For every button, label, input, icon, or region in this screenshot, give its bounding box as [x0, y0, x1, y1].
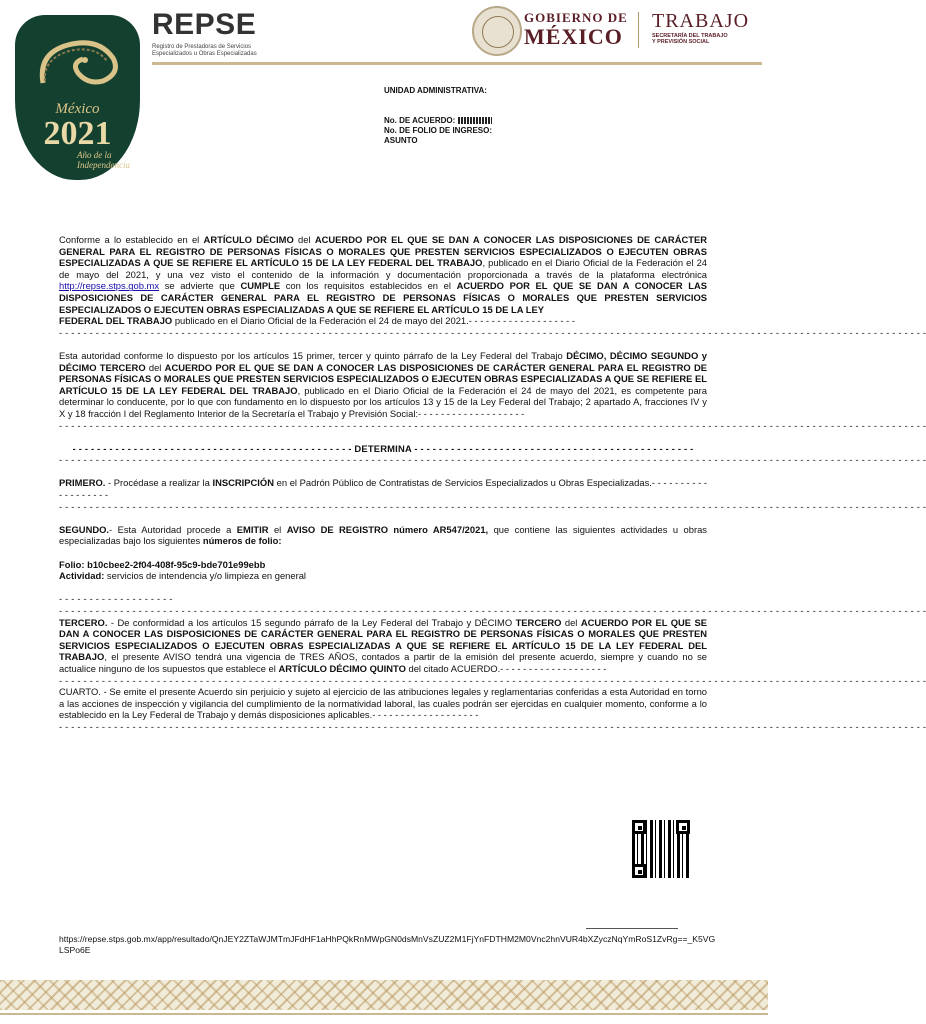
national-seal-icon: [472, 6, 522, 56]
tercero-b2: TERCERO: [515, 616, 562, 628]
actividad-label: Actividad:: [59, 570, 105, 582]
dash-separator: - - - - - - - - - - - - - - - - - - - - - - - - - - - - - - - - - - - - - - - - - - - - - - - - - - - - - - - - - - - - - - - - - - - - - - - - - - - - - - - - - - - - - - - - - - - - - - - - - - - - - - - - - - - - - - - - - - - - - - - - - - - - - - - - - - - - - - - - - - - - - -: [59, 326, 926, 338]
repse-sub1: Registro de Prestadoras de Servicios: [152, 44, 252, 50]
segundo-b2: EMITIR: [236, 523, 269, 535]
p2-t3: , publicado en el Diario Oficial de la Federación el 24 de mayo del 2021, es competente para determinar lo conducente, por lo que con fundamento en lo dispuesto por los artículos 13 y 15 de la Ley Federal del Trabajo; 2 apartado A, fracciones IV y X y 18 fracción I del Reglamento Interior de la Secretaría el Trabajo y Previsión Social:- - - - - - - - - - - - - - - - - - -: [59, 384, 708, 419]
p1-t5: con los requisitos establecidos en el: [280, 280, 457, 292]
actividad-value: servicios de intendencia y/o limpieza en general: [104, 570, 307, 582]
actividad-line: [59, 570, 707, 582]
paragraph-tercero: [59, 617, 707, 675]
dash-separator: - - - - - - - - - - - - - - - - - - - - - - - - - - - - - - - - - - - - - - - - - - - - - - - - - - - - - - - - - - - - - - - - - - - - - - - - - - - - - - - - - - - - - - - - - - - - - - - - - - - - - - - - - - - - - - - - - - - - - - - - - - - - - - - - - - - - - - - - - - - - - -: [59, 605, 926, 616]
paragraph-autoridad: [59, 350, 707, 420]
qr-finder: [632, 864, 646, 878]
short-dash: - - - - - - - - - - - - - - - - - - -: [59, 593, 173, 605]
gob-line2: MÉXICO: [524, 24, 623, 49]
trabajo-title: TRABAJO: [652, 10, 750, 32]
footer-rule: [0, 1013, 768, 1015]
logo-divider: [638, 12, 639, 48]
segundo-t2: el: [268, 523, 287, 535]
acuerdo-code-glyph: [458, 117, 492, 124]
p1-t3: , publicado en el Diario Oficial de la Federación el 24 de mayo del 2021, y una vez visto el contenido de la información y documentación proporcionada a través de la plataforma electrónica: [59, 257, 707, 280]
tercero-b1: TERCERO.: [59, 616, 108, 628]
acuerdo-label: No. DE ACUERDO:: [384, 116, 456, 125]
p1-t4: se advierte que: [159, 280, 241, 292]
p1-b1: ARTÍCULO DÉCIMO: [203, 234, 294, 245]
qr-finder: [632, 820, 646, 834]
tercero-t3: , el presente AVISO tendrá una vigencia de TRES AÑOS, contados a partir de la emisión del presente acuerdo, siempre y cuando no se actualice ninguno de los supuestos que establece el: [59, 651, 707, 674]
segundo-t1: - Esta Autoridad procede a: [109, 523, 237, 535]
trabajo-wordmark: [652, 10, 749, 45]
p2-t2: del: [145, 361, 165, 373]
footer-pattern-band: [0, 980, 768, 1010]
tercero-t4: del citado ACUERDO.- - - - - - - - - - - - - - - - - - -: [405, 662, 607, 674]
trabajo-sub1: SECRETARÍA DEL TRABAJO: [652, 33, 728, 39]
p1-b5: FEDERAL DEL TRABAJO: [59, 315, 173, 327]
emblem-text-independencia: [77, 150, 130, 170]
tercero-b3: ACUERDO POR EL QUE SE DAN A CONOCER LAS DISPOSICIONES DE CARÁCTER GENERAL PARA EL REGISTRO DE PERSONAS FÍSICAS O MORALES QUE PRESTEN SERVICIOS ESPECIALIZADOS O EJECUTEN OBRAS ESPECIALIZADAS A QUE SE REFIERE EL ARTÍCULO 15 DE LA LEY FEDERAL DEL TRABAJO: [59, 616, 707, 663]
repse-subtitle: [152, 44, 262, 58]
paragraph-primero: [59, 477, 707, 500]
emblem-text-year: 2021: [43, 115, 112, 152]
p1-t6: publicado en el Diario Oficial de la Federación el 24 de mayo del 2021.- - - - - - - - - - - - - - - - - - -: [172, 315, 575, 327]
segundo-b3: AVISO DE REGISTRO número AR547/2021,: [286, 523, 489, 535]
dash-separator: - - - - - - - - - - - - - - - - - - - - - - - - - - - - - - - - - - - - - - - - - - - - - - - - - - - - - - - - - - - - - - - - - - - - - - - - - - - - - - - - - - - - - - - - - - - - - - - - - - - - - - - - - - - - - - - - - - - - - - - - - - - - - - - - - - - - - - - - - - - - - -: [59, 419, 926, 431]
p2-b2: ACUERDO POR EL QUE SE DAN A CONOCER LAS DISPOSICIONES DE CARÁCTER GENERAL PARA EL REGISTRO DE PERSONAS FÍSICAS O MORALES QUE PRESTEN SERVICIOS ESPECIALIZADOS O EJECUTEN OBRAS ESPECIALIZADAS A QUE SE REFIERE EL ARTÍCULO 15 DE LA LEY FEDERAL DEL TRABAJO: [59, 361, 707, 396]
tercero-t1: - De conformidad a los artículos 15 segundo párrafo de la Ley Federal del Trabajo y DÉCIMO: [107, 616, 516, 628]
document-body: [59, 234, 926, 733]
trabajo-sub2: Y PREVISIÓN SOCIAL: [652, 39, 710, 45]
qr-finder: [676, 820, 690, 834]
repse-sub2: Especializados u Obras Especializadas: [152, 51, 257, 57]
p1-t2: del: [293, 234, 315, 245]
tercero-b4: ARTÍCULO DÉCIMO QUINTO: [278, 662, 406, 674]
p1-t1: Conforme a lo establecido en el: [59, 234, 204, 245]
paragraph-cuarto: CUARTO. - Se emite el presente Acuerdo sin perjuicio y sujeto al ejercicio de las atribuciones legales y reglamentarias conferidas a esta Autoridad en torno a las acciones de inspección y vigilancia del cumplimiento de la normatividad laboral, las cuales podrán ser ejercidas en cualquier momento, conforme a lo establecido en la Ley Federal de Trabajo y demás disposiciones aplicables.- - - - - - - - - - - - - - - - - - -: [59, 686, 707, 721]
primero-t2: en el Padrón Público de Contratistas de Servicios Especializados u Obras Especializadas.- - - - - - - - - - - - - - - - - - -: [59, 477, 707, 501]
folio-label: No. DE FOLIO DE INGRESO:: [384, 126, 493, 135]
paragraph-segundo: [59, 524, 707, 547]
tercero-t2: del: [561, 616, 581, 628]
emblem-text-mexico: México: [55, 101, 100, 117]
document-meta: [384, 86, 492, 146]
qr-code: [632, 820, 690, 878]
paragraph-conforme: [59, 234, 707, 315]
gobierno-de-mexico-wordmark: [524, 10, 628, 48]
segundo-b4: números de folio:: [202, 535, 282, 547]
dash-separator: - - - - - - - - - - - - - - - - - - - - - - - - - - - - - - - - - - - - - - - - - - - - - - - - - - - - - - - - - - - - - - - - - - - - - - - - - - - - - - - - - - - - - - - - - - - - - - - - - - - - - - - - - - - - - - - - - - - - - - - - - - - - - - - - - - - - - - - - - - - - - -: [59, 500, 926, 512]
segundo-b1: SEGUNDO.: [59, 523, 110, 535]
gob-line1: GOBIERNO DE: [524, 10, 628, 25]
paragraph-conforme-end: [59, 315, 707, 327]
p1-b4: ACUERDO POR EL QUE SE DAN A CONOCER LAS DISPOSICIONES DE CARÁCTER GENERAL PARA EL REGISTRO DE PERSONAS FÍSICAS O MORALES QUE PRESTEN SERVICIOS ESPECIALIZADOS O EJECUTEN OBRAS ESPECIALIZADAS A QUE SE REFIERE EL ARTÍCULO 15 DE LA LEY: [59, 280, 707, 315]
signature-line: [586, 928, 678, 929]
primero-t1: - Procédase a realizar la: [105, 477, 213, 489]
primero-b1: PRIMERO.: [59, 477, 106, 489]
p1-b2: ACUERDO POR EL QUE SE DAN A CONOCER LAS DISPOSICIONES DE CARÁCTER GENERAL PARA EL REGISTRO DE PERSONAS FÍSICAS O MORALES QUE PRESTEN SERVICIOS ESPECIALIZADOS O EJECUTEN OBRAS ESPECIALIZADAS A QUE SE REFIERE EL ARTÍCULO 15 DE LA LEY FEDERAL DEL TRABAJO: [59, 234, 707, 269]
repse-logo: [152, 8, 262, 58]
dash-separator: - - - - - - - - - - - - - - - - - - - - - - - - - - - - - - - - - - - - - - - - - - - - - - - - - - - - - - - - - - - - - - - - - - - - - - - - - - - - - - - - - - - - - - - - - - - - - - - - - - - - - - - - - - - - - - - - - - - - - - - - - - - - - - - - - - - - - - - - - - - - - -: [59, 674, 926, 686]
serpent-icon: [33, 33, 123, 95]
dash-separator: - - - - - - - - - - - - - - - - - - - - - - - - - - - - - - - - - - - - - - - - - - - - - - - - - - - - - - - - - - - - - - - - - - - - - - - - - - - - - - - - - - - - - - - - - - - - - - - - - - - - - - - - - - - - - - - - - - - - - - - - - - - - - - - - - - - - - - - - - - - - - -: [59, 454, 926, 466]
dash-separator: - - - - - - - - - - - - - - - - - - - - - - - - - - - - - - - - - - - - - - - - - - - - - - - - - - - - - - - - - - - - - - - - - - - - - - - - - - - - - - - - - - - - - - - - - - - - - - - - - - - - - - - - - - - - - - - - - - - - - - - - - - - - - - - - - - - - - - - - - - - - - -: [59, 720, 926, 732]
determina-heading: - - - - - - - - - - - - - - - - - - - - - - - - - - - - - - - - - - - - - - - - - - - - - - DETERMINA - - - - - - - - - - - - - - - - - - - - - - - - - - - - - - - - - - - - - - - - - - - - - -: [72, 442, 694, 454]
folio-value: Folio: b10cbee2-2f04-408f-95c9-bde701e99ebb: [59, 558, 266, 570]
p2-b1: DÉCIMO, DÉCIMO SEGUNDO y DÉCIMO TERCERO: [59, 349, 707, 373]
p1-b3: CUMPLE: [240, 280, 281, 292]
emblem-line3: Año de la: [77, 150, 112, 160]
asunto-label: ASUNTO: [384, 136, 418, 145]
gobierno-logo: [470, 6, 760, 56]
mexico-2021-emblem: [15, 15, 140, 180]
p2-t1: Esta autoridad conforme lo dispuesto por los artículos 15 primer, tercer y quinto párrafo de la Ley Federal del Trabajo: [59, 349, 567, 361]
primero-b2: INSCRIPCIÓN: [212, 477, 274, 489]
document-header: [0, 0, 768, 190]
segundo-t3: que contiene las siguientes actividades u obras especializadas bajo los siguientes: [59, 523, 707, 547]
emblem-line4: Independencia: [77, 160, 130, 170]
folio-line: [59, 559, 707, 571]
verification-url[interactable]: https://repse.stps.gob.mx/app/resultado/QnJEY2ZTaWJMTmJFdHF1aHhPQkRnMWpGN0dsMnVsZUZ2M1FjYnFDTHM2M0Vnc2hnVUR4bXZyczNqYmRoS1ZvRg==_K5VGLSPo6E: [59, 934, 716, 955]
repse-wordmark: REPSE: [152, 8, 257, 41]
acuerdo-row: [384, 116, 492, 126]
header-rule: [152, 62, 762, 65]
repse-link[interactable]: http://repse.stps.gob.mx: [59, 280, 160, 292]
unidad-label: UNIDAD ADMINISTRATIVA:: [384, 86, 487, 95]
